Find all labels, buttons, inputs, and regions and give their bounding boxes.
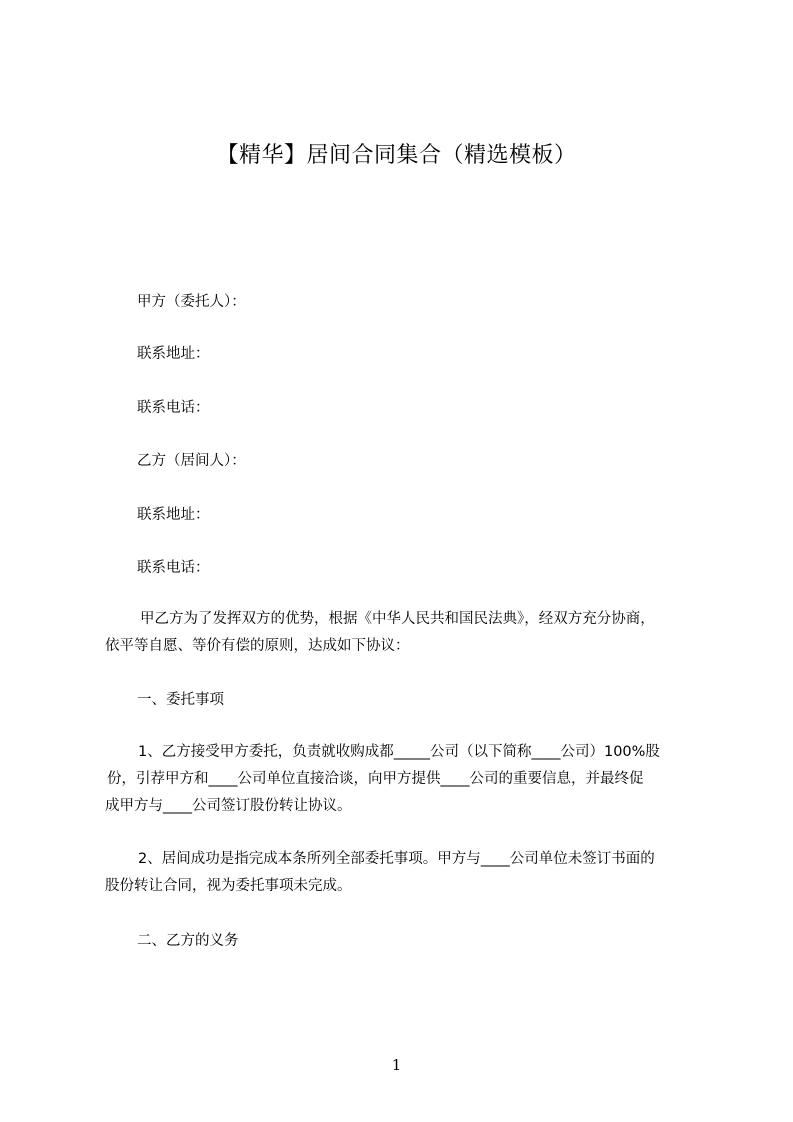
- party-a-address-label: 联系地址：: [137, 346, 210, 362]
- party-a-label: 甲方（委托人）：: [137, 294, 246, 310]
- party-b-label: 乙方（居间人）：: [137, 453, 246, 469]
- intro-line-2: 依平等自愿、等价有偿的原则，达成如下协议：: [105, 638, 410, 654]
- clause-1-line-3: 成甲方与____公司签订股份转让协议。: [105, 798, 352, 814]
- clause-1-line-1: 1、乙方接受甲方委托，负责就收购成都_____公司（以下简称____公司）100%股: [138, 744, 660, 760]
- clause-2-line-2: 股份转让合同，视为委托事项未完成。: [105, 878, 352, 894]
- intro-line-1: 甲乙方为了发挥双方的优势，根据《中华人民共和国民法典》，经双方充分协商，: [140, 611, 655, 627]
- party-a-phone-label: 联系电话：: [137, 400, 210, 416]
- clause-2-line-1: 2、居间成功是指完成本条所列全部委托事项。甲方与____公司单位未签订书面的: [138, 851, 655, 867]
- clause-1-paragraph: [105, 739, 705, 820]
- party-b-phone-label: 联系电话：: [137, 560, 210, 576]
- section-2-heading: 二、乙方的义务: [137, 933, 239, 949]
- document-title: 【精华】居间合同集合（精选模板）: [216, 143, 577, 168]
- clause-1-line-2: 份，引荐甲方和____公司单位直接洽谈，向甲方提供____公司的重要信息，并最终促: [107, 771, 644, 787]
- party-b-address-label: 联系地址：: [137, 507, 210, 523]
- intro-paragraph: [105, 606, 705, 660]
- section-1-heading: 一、委托事项: [137, 692, 224, 708]
- clause-2-paragraph: [105, 846, 705, 900]
- page-number: 1: [391, 1056, 402, 1074]
